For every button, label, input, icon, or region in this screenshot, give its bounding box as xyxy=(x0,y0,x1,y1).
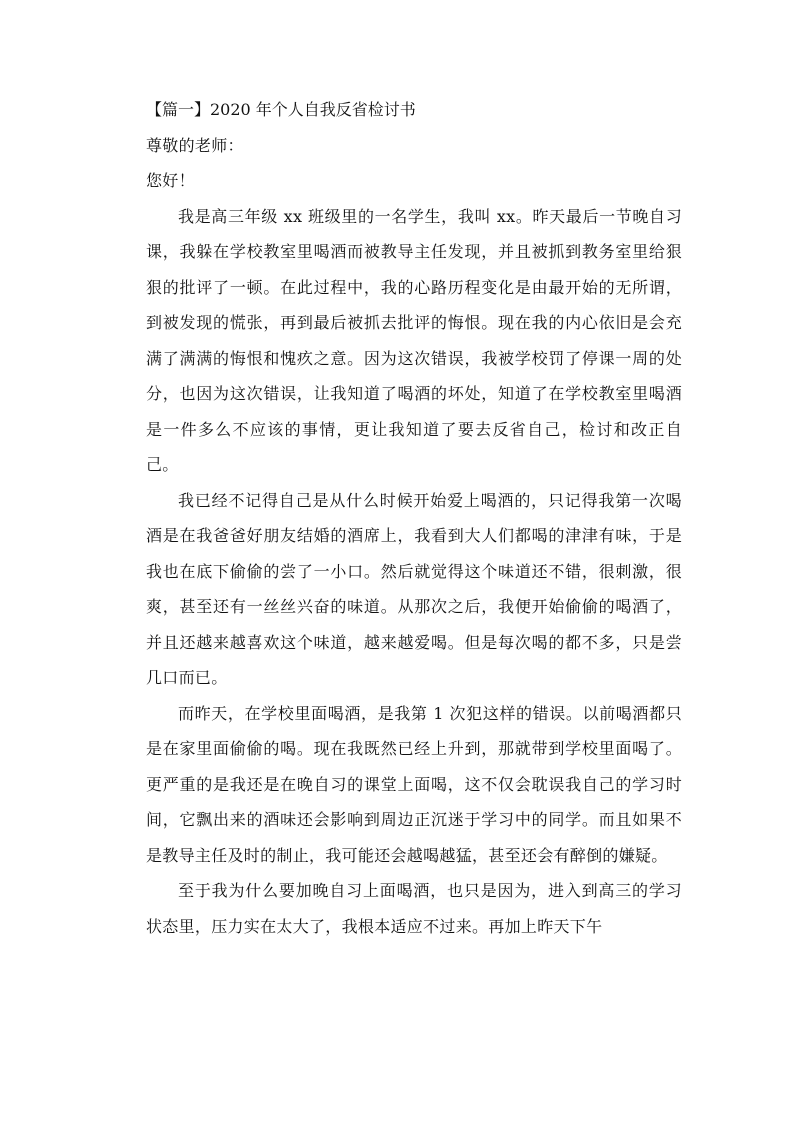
body-paragraph-2: 我已经不记得自己是从什么时候开始爱上喝酒的，只记得我第一次喝酒是在我爸爸好朋友结婚的酒席上，我看到大人们都喝的津津有味，于是我也在底下偷偷的尝了一小口。然后就觉得这个味道还不错，很刺激，很爽，甚至还有一丝丝兴奋的味道。从那次之后，我便开始偷偷的喝酒了，并且还越来越喜欢这个味道，越来越爱喝。但是每次喝的都不多，只是尝几口而已。 xyxy=(146,490,682,687)
body-paragraph-4: 至于我为什么要加晚自习上面喝酒，也只是因为，进入到高三的学习状态里，压力实在太大了，我根本适应不过来。再加上昨天下午 xyxy=(146,881,682,936)
body-paragraph-3: 而昨天，在学校里面喝酒，是我第 1 次犯这样的错误。以前喝酒都只是在家里面偷偷的喝。现在我既然已经上升到，那就带到学校里面喝了。更严重的是我还是在晚自习的课堂上面喝，这不仅会耽误我自己的学习时间，它飘出来的酒味还会影响到周边正沉迷于学习中的同学。而且如果不是教导主任及时的制止，我可能还会越喝越猛，甚至还会有醉倒的嫌疑。 xyxy=(146,703,682,865)
greeting: 您好！ xyxy=(146,171,195,190)
salutation: 尊敬的老师： xyxy=(146,135,244,155)
document-title: 【篇一】2020 年个人自我反省检讨书 xyxy=(146,100,416,119)
document-page xyxy=(146,92,682,944)
body-paragraph-1: 我是高三年级 xx 班级里的一名学生，我叫 xx。昨天最后一节晚自习课，我躲在学校教室里喝酒而被教导主任发现，并且被抓到教务室里给狠狠的批评了一顿。在此过程中，我的心路历程变化是由最开始的无所谓，到被发现的慌张，再到最后被抓去批评的悔恨。现在我的内心依旧是会充满了满满的悔恨和愧疚之意。因为这次错误，我被学校罚了停课一周的处分，也因为这次错误，让我知道了喝酒的坏处，知道了在学校教室里喝酒是一件多么不应该的事情，更让我知道了要去反省自己，检讨和改正自己。 xyxy=(146,206,682,474)
